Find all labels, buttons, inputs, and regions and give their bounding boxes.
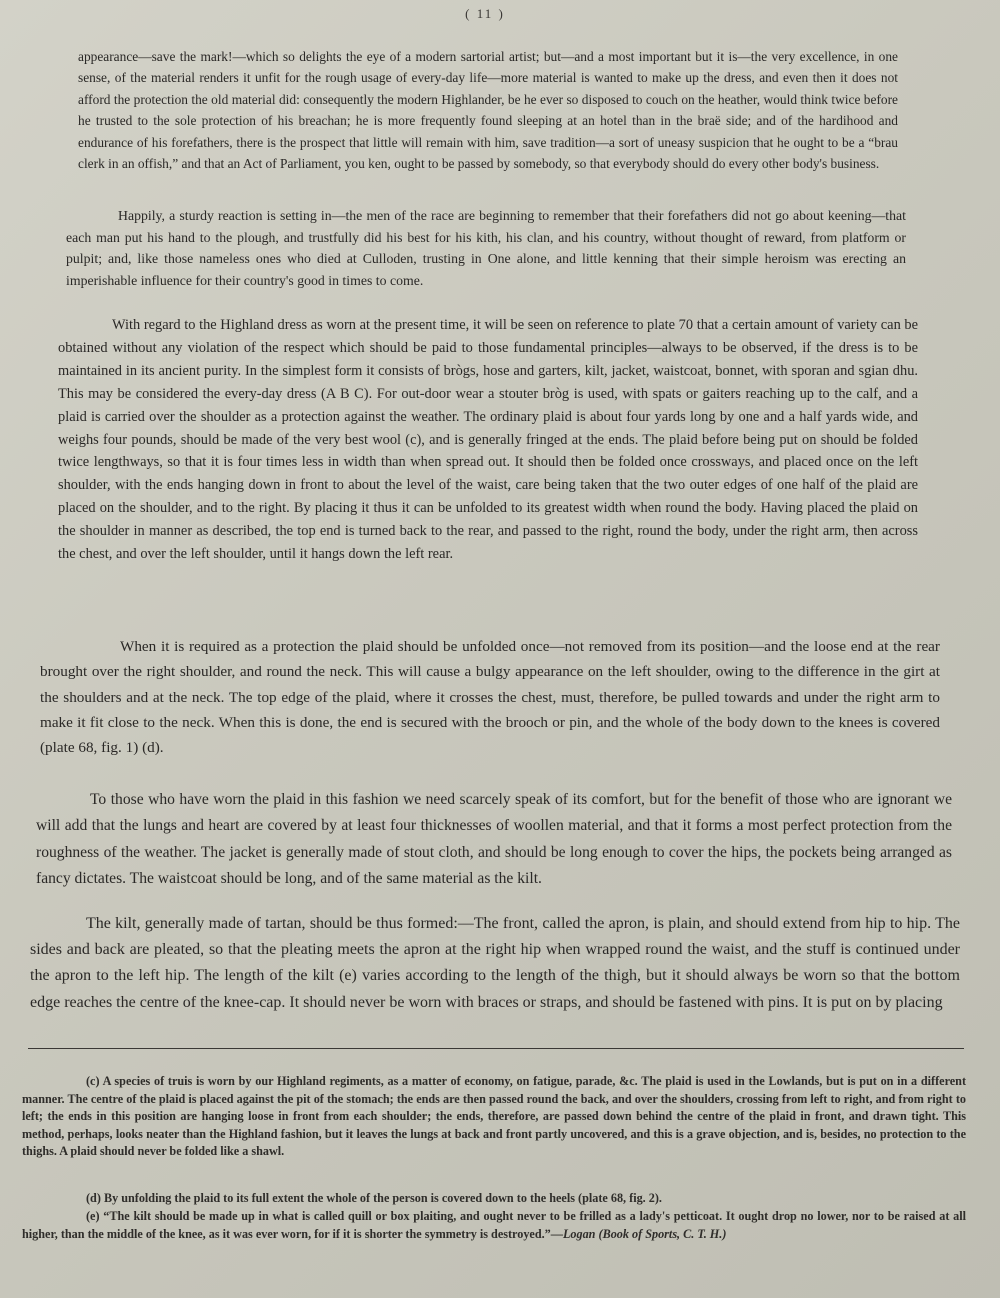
footnote-e-text: (e) “The kilt should be made up in what is called quill or box plaiting, and ought never to be frilled as a lady's petticoat. It ought drop no lower, nor to be raised at all higher, than the middle of the knee, as it was ever worn, for if it is shorter the symmetry is destroyed.”— — [22, 1209, 966, 1241]
body-paragraph-6: The kilt, generally made of tartan, should be thus formed:—The front, called the apron, is plain, and should extend from hip to hip. The sides and back are pleated, so that the pleating meets the apron at the right hip when wrapped round the waist, and the stuff is continued under the apron to the left hip. The length of the kilt (e) varies according to the length of the thigh, but it should always be worn so that the bottom edge reaches the centre of the knee-cap. It should never be worn with braces or straps, and should be fastened with pins. It is put on by placing — [30, 915, 960, 1011]
body-paragraph-3: With regard to the Highland dress as worn at the present time, it will be seen on reference to plate 70 that a certain amount of variety can be obtained without any violation of the respect which should be paid to those fundamental principles—always to be observed, if the dress is to be maintained in its ancient purity. In the simplest form it consists of brògs, hose and garters, kilt, jacket, waistcoat, bonnet, with sporan and sgian dhu. This may be considered the every-day dress (A B C). For out-door wear a stouter bròg is used, with spats or gaiters reaching up to the calf, and a plaid is carried over the shoulder as a protection against the weather. The ordinary plaid is about four yards long by one and a half yards wide, and weighs four pounds, should be made of the very best wool (c), and is generally fringed at the ends. The plaid before being put on should be folded twice lengthways, so that it is four times less in width than when spread out. It should then be folded once crossways, and placed once on the left shoulder, with the ends hanging down in front to about the level of the waist, care being taken that the two outer edges of one half of the plaid are placed on the shoulder, and to the right. By placing it thus it can be unfolded to its greatest width when round the body. Having placed the plaid on the shoulder in manner as described, the top end is turned back to the rear, and passed to the right, round the body, under the right arm, then across the chest, and over the left shoulder, until it hangs down the left rear. — [58, 317, 918, 563]
body-paragraph-5: To those who have worn the plaid in this fashion we need scarcely speak of its comfort, but for the benefit of those who are ignorant we will add that the lungs and heart are covered by at least four thicknesses of woollen material, and that it forms a most perfect protection from the roughness of the weather. The jacket is generally made of stout cloth, and should be long enough to cover the hips, the pockets being arranged as fancy dictates. The waistcoat should be long, and of the same material as the kilt. — [36, 791, 952, 888]
footnote-d: (d) By unfolding the plaid to its full extent the whole of the person is covered down to the heels (plate 68, fig. 2). — [86, 1191, 662, 1205]
footnote-e — [22, 1208, 966, 1243]
footnote-c: (c) A species of truis is worn by our Highland regiments, as a matter of economy, on fatigue, parade, &c. The plaid is used in the Lowlands, but is put on in a different manner. The centre of the plaid is placed against the pit of the stomach; the ends are then passed round the back, and over the shoulders, crossing from left to right, and from right to left; the ends in this position are hanging loose in front from each shoulder; the ends, therefore, are passed down behind the centre of the plaid in front, and drawn tight. This method, perhaps, looks neater than the Highland fashion, but it leaves the lungs at back and front partly uncovered, and this is a grave objection, and is, besides, no protection to the thighs. A plaid should never be folded like a shawl. — [22, 1074, 966, 1159]
body-paragraph-2: Happily, a sturdy reaction is setting in—the men of the race are beginning to remember that their forefathers did not go about keening—that each man put his hand to the plough, and trustfully did his best for his kith, his clan, and his country, without thought of reward, from platform or pulpit; and, like those nameless ones who died at Culloden, trusting in One alone, and little kenning that their simple heroism was erecting an imperishable influence for their country's good in times to come. — [66, 208, 906, 288]
footnote-e-attribution: Logan (Book of Sports, C. T. H.) — [562, 1226, 727, 1241]
page-number: ( 11 ) — [465, 6, 505, 21]
footnote-divider — [28, 1048, 964, 1049]
body-paragraph-1: appearance—save the mark!—which so delights the eye of a modern sartorial artist; but—and a most important but it is—the very excellence, in one sense, of the material renders it unfit for the rough usage of every-day life—more material is wanted to make up the dress, and even then it does not afford the protection the old material did: consequently the modern Highlander, be he ever so disposed to couch on the heather, would think twice before he trusted to the sole protection of his breachan; he is more frequently found sleeping at an hotel than in the braë side; and of the hardihood and endurance of his forefathers, there is the prospect that little will remain with him, save tradition—a sort of uneasy suspicion that he ought to be a “brau clerk in an offish,” and that an Act of Parliament, you ken, ought to be passed by somebody, so that everybody should do every other body's business. — [78, 49, 898, 172]
body-paragraph-4: When it is required as a protection the plaid should be unfolded once—not removed from its position—and the loose end at the rear brought over the right shoulder, and round the neck. This will cause a bulgy appearance on the left shoulder, owing to the difference in the girt at the shoulders and at the neck. The top edge of the plaid, where it crosses the chest, must, therefore, be pulled towards and under the right arm to make it fit close to the neck. When this is done, the end is secured with the brooch or pin, and the whole of the body down to the knees is covered (plate 68, fig. 1) (d). — [40, 638, 940, 757]
